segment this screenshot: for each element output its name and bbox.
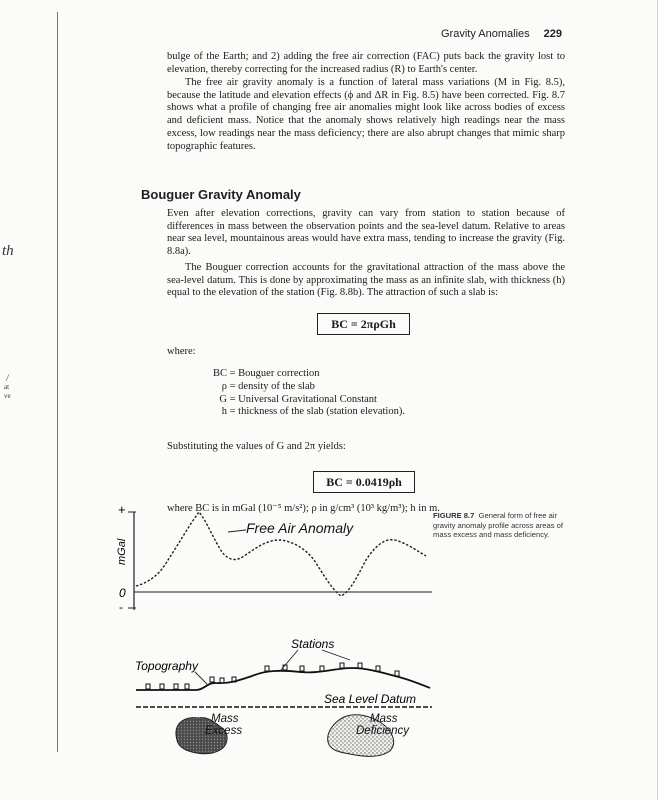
figure-caption-text: General form of free air gravity anomaly profile across areas of mass excess and mass deficiency.	[433, 511, 563, 539]
margin-bleed-slash: /	[6, 373, 9, 383]
definition-symbol: h	[221, 406, 227, 418]
axis-plus-label: +	[118, 502, 126, 517]
datum-label: Sea Level Datum	[324, 692, 417, 706]
margin-bleed-at: at	[4, 383, 10, 391]
stations-leader	[322, 650, 350, 660]
axis-unit-label: mGal	[116, 538, 128, 565]
topography-label: Topography	[135, 659, 198, 673]
topography-leader	[195, 672, 207, 684]
equation-box-2: BC = 0.0419ρh	[313, 471, 415, 493]
axis-minus-label: -	[119, 600, 123, 614]
axis-zero-label: 0	[119, 586, 126, 600]
definition-text: = Bouguer correction	[229, 368, 320, 379]
paragraph-2-text: The free air gravity anomaly is a function of lateral mass variations (M in Fig. 8.5), because the latitude and elevation effects (ϕ and ΔR in Fig. 8.5) have been corrected. Fig. 8.7 shows what a profile of changing free air anomalies might look like across bodies of excess and deficient mass. Notice that the anomaly shows relatively high readings near the mass excess, low readings near the mass deficiency; there are also abrupt changes that mimic sharp topographic features.	[167, 77, 565, 152]
mass-excess-label-2: Excess	[205, 725, 243, 737]
margin-bleed-ve: ve	[4, 392, 11, 400]
paragraph-4-text: The Bouguer correction accounts for the gravitational attraction of the mass above the sea-level datum. This is done by approximating the mass as an infinite slab, with thickness (h) equal to the elevation of the station (Fig. 8.8b). The attraction of such a slab is:	[167, 262, 565, 299]
paragraph-1-text: bulge of the Earth; and 2) adding the free air correction (FAC) puts back the gravity lost to elevation, thereby correcting for the increased radius (R) to Earth's center.	[167, 51, 565, 75]
running-head-title: Gravity Anomalies	[440, 28, 530, 40]
definition-text: = thickness of the slab (station elevation).	[229, 406, 405, 418]
paragraph-6-text: where BC is in mGal (10⁻⁵ m/s²); ρ in g/cm³ (10³ kg/m³); h in m.	[167, 503, 440, 514]
margin-bleed-th: th	[2, 243, 14, 259]
mass-excess-label-1: Mass	[211, 713, 239, 725]
page-number: 229	[543, 28, 562, 40]
definition-text: = Universal Gravitational Constant	[229, 393, 377, 405]
curve-label-leader	[228, 530, 246, 532]
stations-leader	[281, 650, 298, 670]
mass-deficiency-label-1: Mass	[370, 713, 398, 725]
stations-label: Stations	[291, 637, 335, 651]
curve-label: Free Air Anomaly	[246, 520, 354, 536]
definition-text: = density of the slab	[229, 380, 315, 392]
figure-caption-label: FIGURE 8.7	[433, 511, 475, 520]
paragraph-5-text: Substituting the values of G and 2π yields:	[167, 441, 346, 452]
definition-symbol: ρ	[221, 380, 227, 392]
section-heading: Bouguer Gravity Anomaly	[141, 187, 301, 202]
definition-symbol: G	[219, 393, 227, 405]
equation-box-1: BC = 2πρGh	[317, 313, 410, 335]
definition-symbol: BC	[212, 368, 227, 379]
paragraph-3-text: Even after elevation corrections, gravity can vary from station to station because of differences in mass between the observation points and the sea-level datum. Relative to areas near sea level, mountainous areas would have extra mass, tending to increase the gravity (Fig. 8.8a).	[167, 208, 565, 258]
mass-deficiency-label-2: Deficiency	[356, 725, 410, 737]
where-label: where:	[167, 346, 196, 357]
